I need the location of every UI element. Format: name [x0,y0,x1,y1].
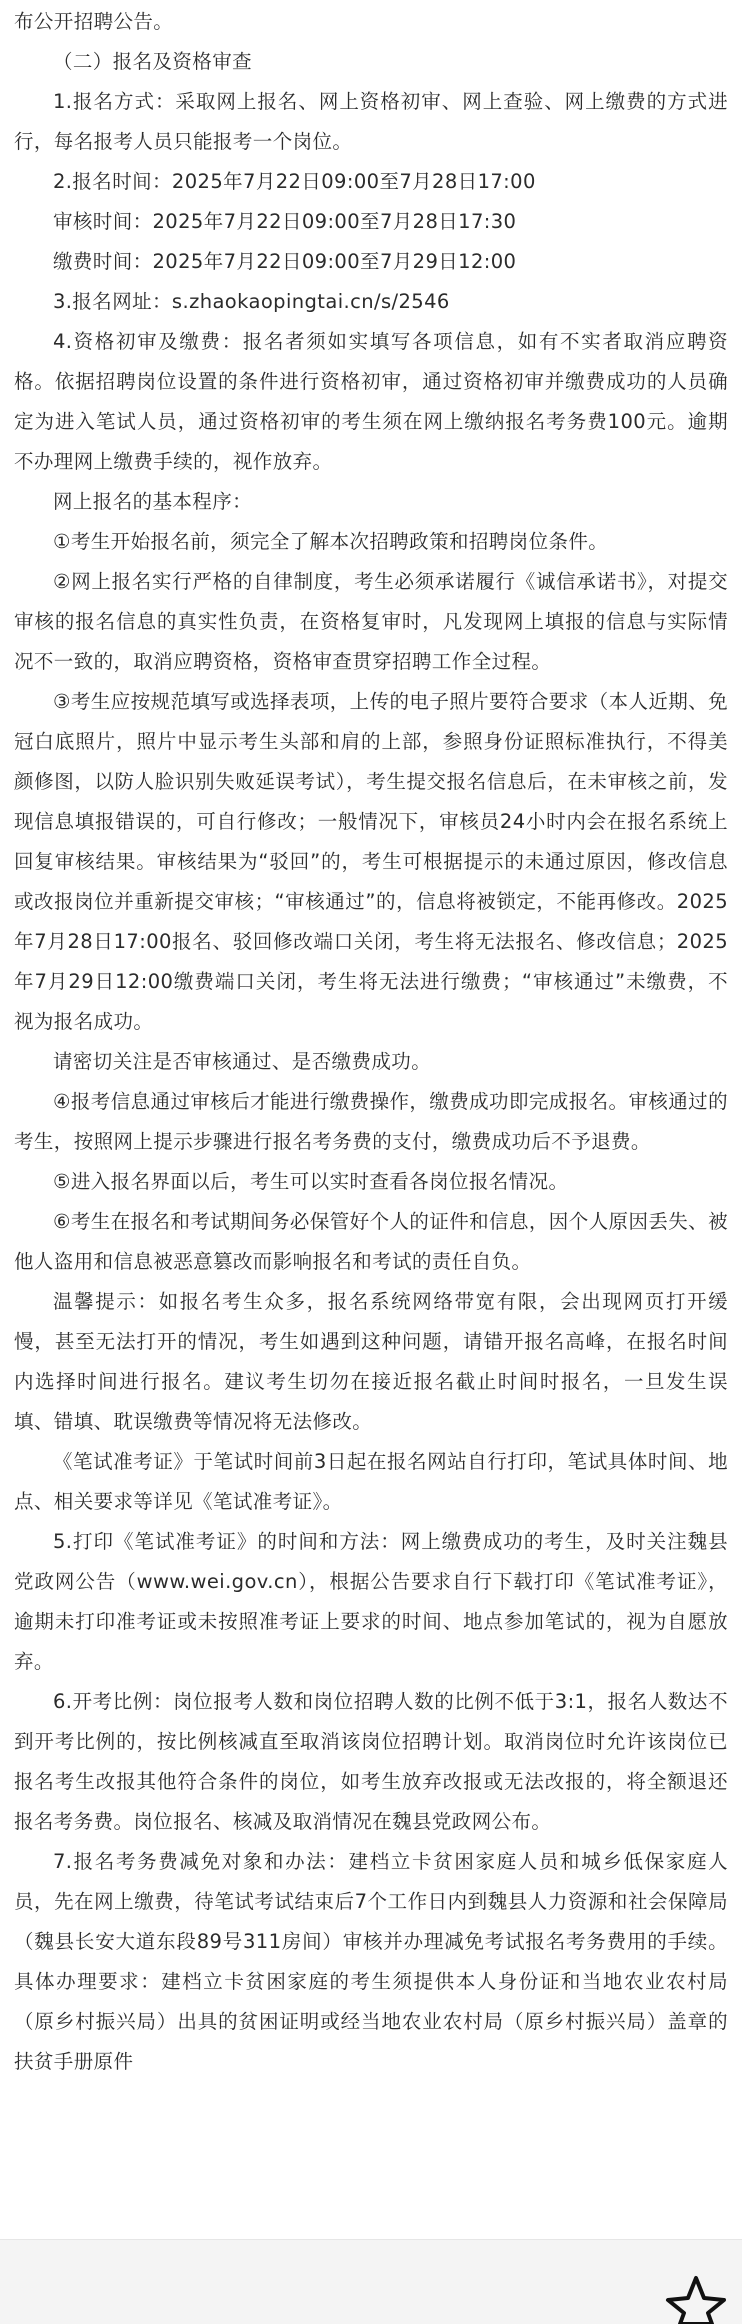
section-heading-registration: （二）报名及资格审查 [53,50,253,73]
paragraph-step-2: ②网上报名实行严格的自律制度，考生必须承诺履行《诚信承诺书》，对提交审核的报名信息的真实性负责，在资格复审时，凡发现网上填报的信息与实际情况不一致的，取消应聘资格，资格审查贯穿招聘工作全过程。 [14,570,728,673]
star-outline-icon [664,2268,728,2324]
paragraph-fee-waiver: 7.报名考务费减免对象和办法：建档立卡贫困家庭人员和城乡低保家庭人员，先在网上缴费，待笔试考试结束后7个工作日内到魏县人力资源和社会保障局（魏县长安大道东段89号311房间）审核并办理减免考试报名考务费用的手续。具体办理要求：建档立卡贫困家庭的考生须提供本人身份证和当地农业农村局（原乡村振兴局）出具的贫困证明或经当地农业农村局（原乡村振兴局）盖章的扶贫手册原件 [14,1850,728,2073]
paragraph-exam-ratio: 6.开考比例：岗位报考人数和岗位招聘人数的比例不低于3:1，报名人数达不到开考比例的，按比例核减直至取消该岗位招聘计划。取消岗位时允许该岗位已报名考生改报其他符合条件的岗位，如考生放弃改报或无法改报的，将全额退还报名考务费。岗位报名、核减及取消情况在魏县党政网公布。 [14,1690,728,1833]
article-body [14,0,728,2240]
paragraph-step-1: ①考生开始报名前，须完全了解本次招聘政策和招聘岗位条件。 [53,530,609,553]
paragraph-payment-time: 缴费时间：2025年7月22日09:00至7月29日12:00 [53,250,517,273]
paragraph-registration-time: 2.报名时间：2025年7月22日09:00至7月28日17:00 [53,170,536,193]
paragraph-step-3: ③考生应按规范填写或选择表项，上传的电子照片要符合要求（本人近期、免冠白底照片，照片中显示考生头部和肩的上部，参照身份证照标准执行，不得美颜修图，以防人脸识别失败延误考试），考生提交报名信息后，在未审核之前，发现信息填报错误的，可自行修改；一般情况下，审核员24小时内会在报名系统上回复审核结果。审核结果为“驳回”的，考生可根据提示的未通过原因，修改信息或改报岗位并重新提交审核；“审核通过”的，信息将被锁定，不能再修改。2025年7月28日17:00报名、驳回修改端口关闭，考生将无法报名、修改信息；2025年7月29日12:00缴费端口关闭，考生将无法进行缴费；“审核通过”未缴费，不视为报名成功。 [14,690,728,1033]
paragraph-step-5: ⑤进入报名界面以后，考生可以实时查看各岗位报名情况。 [53,1170,569,1193]
bottom-toolbar [0,2239,742,2324]
paragraph-step-6: ⑥考生在报名和考试期间务必保管好个人的证件和信息，因个人原因丢失、被他人盗用和信息被恶意篡改而影响报名和考试的责任自负。 [14,1210,728,1273]
paragraph-tips: 温馨提示：如报名考生众多，报名系统网络带宽有限，会出现网页打开缓慢，甚至无法打开的情况，考生如遇到这种问题，请错开报名高峰，在报名时间内选择时间进行报名。建议考生切勿在接近报名截止时间时报名，一旦发生误填、错填、耽误缴费等情况将无法修改。 [14,1290,728,1433]
paragraph-procedure-heading: 网上报名的基本程序： [53,490,253,513]
paragraph-admission-ticket: 《笔试准考证》于笔试时间前3日起在报名网站自行打印，笔试具体时间、地点、相关要求等详见《笔试准考证》。 [14,1450,728,1513]
paragraph-step-4: ④报考信息通过审核后才能进行缴费操作，缴费成功即完成报名。审核通过的考生，按照网上提示步骤进行报名考务费的支付，缴费成功后不予退费。 [14,1090,728,1153]
favorite-button[interactable] [664,2268,728,2324]
paragraph-review-time: 审核时间：2025年7月22日09:00至7月28日17:30 [53,210,517,233]
paragraph-print-ticket: 5.打印《笔试准考证》的时间和方法：网上缴费成功的考生，及时关注魏县党政网公告（www.wei.gov.cn），根据公告要求自行下载打印《笔试准考证》，逾期未打印准考证或未按照准考证上要求的时间、地点参加笔试的，视为自愿放弃。 [14,1530,728,1673]
paragraph-attention: 请密切关注是否审核通过、是否缴费成功。 [53,1050,432,1073]
paragraph-qualification-review: 4.资格初审及缴费：报名者须如实填写各项信息，如有不实者取消应聘资格。依据招聘岗位设置的条件进行资格初审，通过资格初审并缴费成功的人员确定为进入笔试人员，通过资格初审的考生须在网上缴纳报名考务费100元。逾期不办理网上缴费手续的，视作放弃。 [14,330,728,473]
paragraph-registration-url: 3.报名网址：s.zhaokaopingtai.cn/s/2546 [53,290,450,313]
paragraph-intro: 布公开招聘公告。 [14,10,174,33]
paragraph-registration-method: 1.报名方式：采取网上报名、网上资格初审、网上查验、网上缴费的方式进行，每名报考人员只能报考一个岗位。 [14,90,728,153]
